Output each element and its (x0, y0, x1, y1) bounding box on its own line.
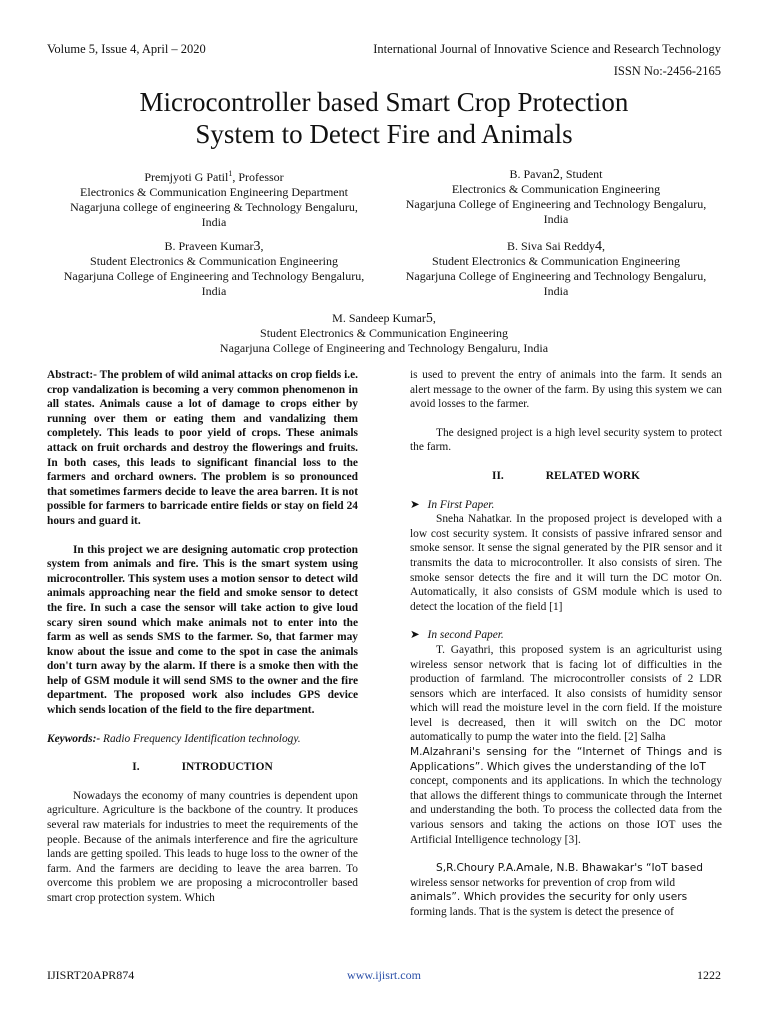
related-item-2-text-a: T. Gayathri, this proposed system is an agriculturist using wireless sensor network that is facing lot of difficulties in the production of farmland. The microcontroller consists of 2 LDR sensors which are interfaced. It also consists of humidity sensor which will read the moisture level in the corn field. If the moisture level is decreased, then it will switch on the DC motor automatically to pump the water into the field. [2] Salha (410, 643, 722, 744)
author-role: , (260, 239, 264, 253)
footer-website-link[interactable]: www.ijisrt.com (347, 968, 421, 982)
author-department: Student Electronics & Communication Engineering (90, 254, 338, 268)
abstract-paragraph-1: Abstract:- The problem of wild animal attacks on crop fields i.e. crop vandalization is becoming a very common phenomenon in all states. Animals cause a lot of damage to crops either by running over them or eating them and vandalizing them completely. This leads to poor yield of crops. These animals attack on fruit orchards and destroy the flowerings and fruits. In both cases, this leads to significant financial loss to the farmers and orchard owners. The problem is so pronounced that sometimes farmers decide to leave the area barren. It is not possible for farmers to barricade entire fields or stay on field 24 hours and guard it. (47, 369, 358, 527)
author-name: Premjyoti G Patil (144, 170, 229, 184)
author-affil-mark: 4 (595, 239, 602, 254)
section-title: INTRODUCTION (181, 761, 273, 774)
intro-continuation: is used to prevent the entry of animals into the farm. It sends an alert message to the owner of the farm. By using this system we can avoid losses to the farmer. (410, 369, 722, 411)
author-department: Electronics & Communication Engineering Department (80, 185, 348, 199)
section-heading-introduction (47, 760, 358, 775)
author-institution: Nagarjuna College of Engineering and Technology Bengaluru, (63, 269, 365, 283)
section-heading-related-work (410, 469, 722, 484)
author-institution: Nagarjuna College of Engineering and Technology Bengaluru, (405, 269, 707, 283)
keywords (47, 732, 358, 747)
author-role: , (432, 311, 436, 325)
author-affil-mark: 1 (228, 169, 233, 178)
section-number: I. (132, 761, 140, 774)
journal-issn: ISSN No:-2456-2165 (613, 64, 721, 78)
author-affil-mark: 2 (552, 167, 560, 182)
author-block-5 (44, 311, 724, 356)
author-role: , (602, 239, 605, 253)
related-item-1-text: Sneha Nahatkar. In the proposed project is developed with a low cost security system. It consists of passive infrared sensor and smoke sensor. It sense the signal generated by the PIR sensor and it transmits the data to microcontroller. It also consists of siren. The smoke sensor detects the fire and it will turn the DC motor On. Automatically, it also consists of GSM module which is used to detect the location of the field [1] (410, 513, 722, 613)
author-department: Student Electronics & Communication Engineering (432, 254, 680, 268)
keywords-label: Keywords:- (47, 732, 101, 745)
abstract-paragraph-2: In this project we are designing automatic crop protection system from animals and fire. This is the smart system using microcontroller. This system uses a motion sensor to detect wild animals approaching near the field and smoke sensor to detect the fire. In such a case the sensor will take action to give loud scary siren sound which make animals not to enter into the farm as well as sends SMS to the farmer. So, that farmer may know about the issue and come to the spot in case the animals don't turn away by the alarm. If there is a smoke then with the help of GSM module it will send SMS to the owner and the fire department. The proposed work also includes GPS device which sends location of the field to the fire department. (47, 543, 358, 717)
author-country: India (201, 215, 227, 229)
author-role: , Student (559, 167, 603, 181)
author-name: B. Pavan (509, 167, 553, 181)
intro-paragraph-2: The designed project is a high level security system to protect the farm. (410, 426, 722, 454)
arrow-bullet-icon: ➤ (410, 498, 420, 511)
footer-paper-id: IJISRT20APR874 (47, 968, 135, 982)
author-department: Electronics & Communication Engineering (451, 182, 661, 196)
author-name: B. Siva Sai Reddy (506, 239, 595, 253)
author-affil-mark: 5 (425, 311, 433, 326)
author-country: India (543, 284, 569, 298)
author-block-1 (44, 166, 384, 230)
left-column (47, 368, 358, 906)
author-name: B. Praveen Kumar (164, 239, 254, 253)
related-item-1-title: In First Paper. (427, 498, 495, 511)
related-item-3-line-2: wireless sensor networks for prevention of crop from wild (410, 876, 676, 889)
author-affil-mark: 3 (253, 239, 261, 254)
section-number: II. (492, 469, 504, 482)
intro-paragraph-1: Nowadays the economy of many countries is dependent upon agriculture. Agriculture is the backbone of the country. It produces several raw materials for industries to meet the requirements of the people. Because of the animals interference and fire the agriculture lands are getting spoiled. This leads to huge loss to the owner of the farm. And the farmers are deciding to leave the area barren. To overcome this problem we are proposing a microcontroller based smart crop protection system. Which (47, 789, 358, 904)
related-item-2-title: In second Paper. (427, 629, 504, 642)
right-column (410, 368, 722, 920)
title-line-2: System to Detect Fire and Animals (195, 119, 573, 149)
keywords-text: Radio Frequency Identification technology. (103, 732, 301, 745)
title-line-1: Microcontroller based Smart Crop Protection (139, 87, 629, 117)
author-department: Student Electronics & Communication Engineering (260, 326, 508, 340)
related-item-3-line-3: animals”. Which provides the security for only users (410, 891, 688, 904)
related-item-2-text-b: M.Alzahrani's sensing for the “Internet of Things and is Applications”. Which gives the understanding of the IoT (410, 746, 722, 773)
related-item-1-label (410, 498, 722, 513)
related-item-3-line-4: forming lands. That is the system is detect the presence of (410, 906, 674, 918)
author-country: India (543, 212, 569, 226)
author-role: , Professor (232, 170, 284, 184)
author-institution: Nagarjuna college of engineering & Technology Bengaluru, (70, 200, 358, 214)
related-item-2-text-c: concept, components and its applications. In which the technology that allows the different things to communicate through the Internet and understanding the both. To process the collected data from the various sensors and taking the actions on those IOT uses the Artificial Intelligence technology [3]. (410, 775, 722, 846)
footer-page-number: 1222 (697, 968, 721, 982)
author-country: India (201, 284, 227, 298)
paper-title (0, 86, 768, 150)
journal-volume: Volume 5, Issue 4, April – 2020 (47, 42, 206, 56)
section-title: RELATED WORK (545, 469, 640, 482)
related-item-2-label (410, 628, 722, 643)
author-name: M. Sandeep Kumar (332, 311, 426, 325)
journal-name: International Journal of Innovative Science and Research Technology (373, 42, 721, 56)
author-institution: Nagarjuna College of Engineering and Technology Bengaluru, (405, 197, 707, 211)
related-item-3-line-1: S,R.Choury P.A.Amale, N.B. Bhawakar's “IoT based (436, 862, 703, 875)
arrow-bullet-icon: ➤ (410, 629, 420, 642)
author-block-4 (386, 239, 726, 299)
author-institution: Nagarjuna College of Engineering and Technology Bengaluru, India (219, 341, 549, 355)
author-block-3 (44, 239, 384, 299)
author-block-2 (386, 167, 726, 227)
